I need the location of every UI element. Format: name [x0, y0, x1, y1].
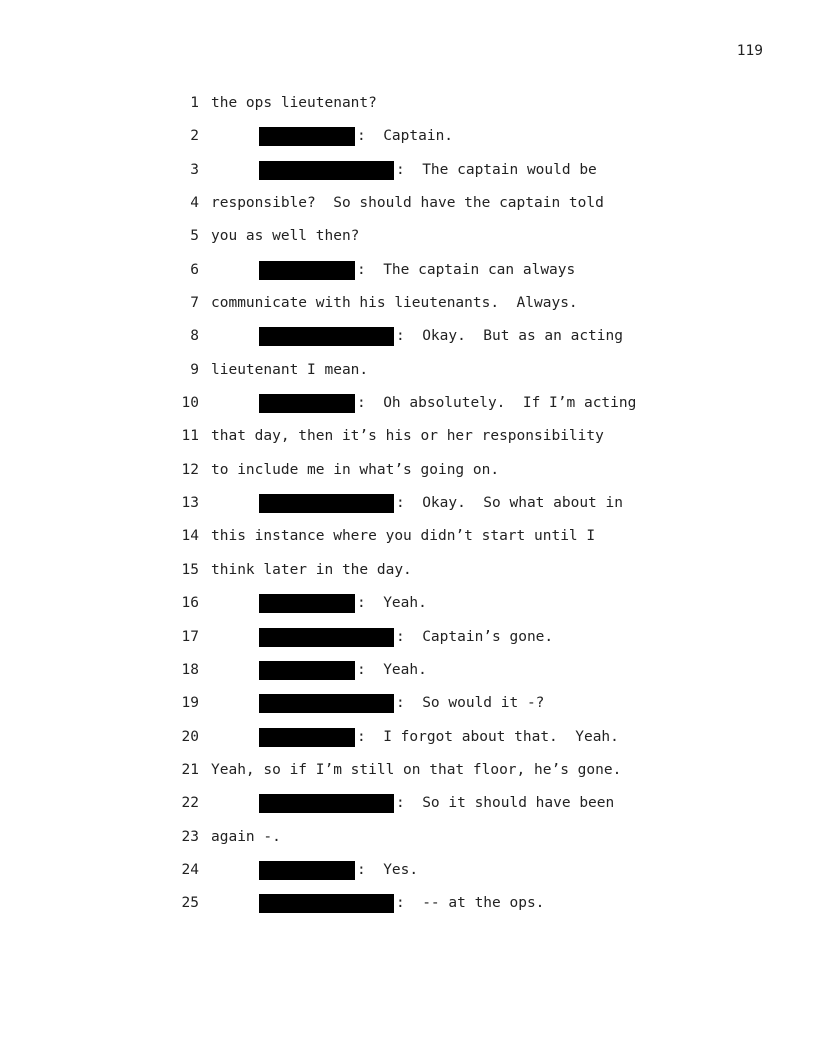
transcript-body	[0, 90, 816, 924]
redacted-speaker-name	[259, 394, 355, 413]
line-text: : -- at the ops.	[396, 895, 545, 912]
line-text: : Yes.	[357, 861, 419, 878]
transcript-line-10	[0, 390, 816, 423]
line-number: 10	[181, 395, 199, 412]
line-text: : The captain would be	[396, 161, 597, 178]
redacted-speaker-name	[259, 261, 355, 280]
line-text: : Yeah.	[357, 595, 427, 612]
line-text: to include me in what’s going on.	[211, 461, 500, 478]
line-text: : The captain can always	[357, 261, 576, 278]
line-text: communicate with his lieutenants. Always.	[211, 295, 578, 312]
line-number: 14	[181, 528, 199, 545]
redacted-speaker-name	[259, 494, 394, 513]
transcript-line-19	[0, 690, 816, 723]
line-number: 19	[181, 695, 199, 712]
line-text: : So would it -?	[396, 695, 545, 712]
line-number: 21	[181, 761, 199, 778]
line-number: 2	[190, 128, 199, 145]
redacted-speaker-name	[259, 894, 394, 913]
line-number: 5	[190, 228, 199, 245]
line-text: : Oh absolutely. If I’m acting	[357, 395, 637, 412]
line-text: again -.	[211, 828, 281, 845]
line-number: 13	[181, 495, 199, 512]
line-number: 7	[190, 295, 199, 312]
transcript-line-3	[0, 157, 816, 190]
transcript-line-17	[0, 624, 816, 657]
line-text: Yeah, so if I’m still on that floor, he’s gone.	[211, 761, 622, 778]
transcript-line-12	[0, 457, 816, 490]
redacted-speaker-name	[259, 327, 394, 346]
redacted-speaker-name	[259, 861, 355, 880]
line-number: 8	[190, 328, 199, 345]
redacted-speaker-name	[259, 661, 355, 680]
line-text: the ops lieutenant?	[211, 95, 377, 111]
line-number: 24	[181, 861, 199, 878]
transcript-line-1	[0, 90, 816, 123]
transcript-line-8	[0, 323, 816, 356]
line-number: 16	[181, 595, 199, 612]
line-text: : Captain.	[357, 128, 454, 145]
redacted-speaker-name	[259, 161, 394, 180]
redacted-speaker-name	[259, 728, 355, 747]
redacted-speaker-name	[259, 127, 355, 146]
transcript-line-21	[0, 757, 816, 790]
transcript-line-15	[0, 557, 816, 590]
transcript-line-4	[0, 190, 816, 223]
line-text: you as well then?	[211, 228, 360, 245]
redacted-speaker-name	[259, 794, 394, 813]
line-number: 4	[190, 195, 199, 212]
line-text: : So it should have been	[396, 795, 615, 812]
transcript-line-9	[0, 357, 816, 390]
transcript-line-6	[0, 257, 816, 290]
page-number: 119	[736, 43, 763, 59]
transcript-line-14	[0, 523, 816, 556]
line-number: 20	[181, 728, 199, 745]
transcript-line-2	[0, 123, 816, 156]
line-text: : Yeah.	[357, 661, 427, 678]
line-text: responsible? So should have the captain told	[211, 195, 604, 212]
transcript-line-22	[0, 790, 816, 823]
line-text: lieutenant I mean.	[211, 361, 369, 378]
line-text: : Okay. So what about in	[396, 495, 623, 512]
line-number: 3	[190, 161, 199, 178]
redacted-speaker-name	[259, 594, 355, 613]
line-number: 18	[181, 661, 199, 678]
transcript-line-25	[0, 890, 816, 923]
transcript-line-7	[0, 290, 816, 323]
transcript-line-23	[0, 824, 816, 857]
line-number: 22	[181, 795, 199, 812]
transcript-line-18	[0, 657, 816, 690]
line-number: 15	[181, 561, 199, 578]
line-text: think later in the day.	[211, 561, 412, 578]
redacted-speaker-name	[259, 694, 394, 713]
line-number: 17	[181, 628, 199, 645]
transcript-line-24	[0, 857, 816, 890]
line-number: 12	[181, 461, 199, 478]
line-number: 1	[190, 95, 199, 111]
line-text: : Captain’s gone.	[396, 628, 554, 645]
line-number: 9	[190, 361, 199, 378]
line-number: 23	[181, 828, 199, 845]
line-text: that day, then it’s his or her responsibility	[211, 428, 604, 445]
transcript-line-13	[0, 490, 816, 523]
line-text: : Okay. But as an acting	[396, 328, 623, 345]
redacted-speaker-name	[259, 628, 394, 647]
line-number: 11	[181, 428, 199, 445]
transcript-line-16	[0, 590, 816, 623]
line-text: this instance where you didn’t start until I	[211, 528, 596, 545]
transcript-line-11	[0, 423, 816, 456]
transcript-line-20	[0, 724, 816, 757]
transcript-line-5	[0, 223, 816, 256]
line-number: 6	[190, 261, 199, 278]
line-number: 25	[181, 895, 199, 912]
line-text: : I forgot about that. Yeah.	[357, 728, 619, 745]
